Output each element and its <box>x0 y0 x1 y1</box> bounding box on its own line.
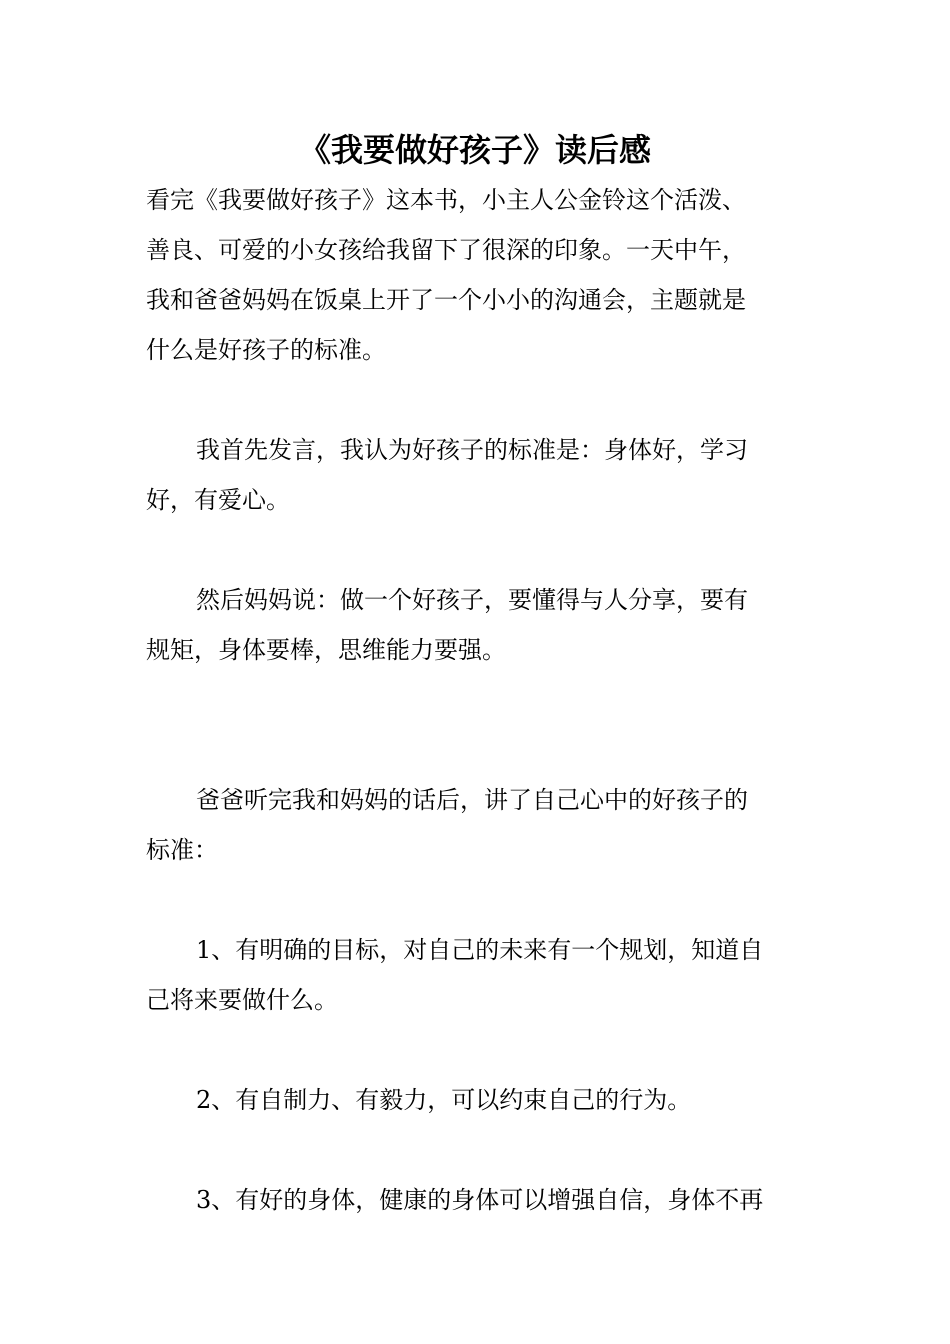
paragraph-line: 爸爸听完我和妈妈的话后，讲了自己心中的好孩子的 <box>196 786 748 814</box>
document-title: 《我要做好孩子》读后感 <box>298 131 651 169</box>
paragraph-line: 什么是好孩子的标准。 <box>146 336 386 364</box>
paragraph-line: 规矩，身体要棒，思维能力要强。 <box>146 636 506 664</box>
list-item-line: 己将来要做什么。 <box>146 986 338 1014</box>
paragraph-line: 看完《我要做好孩子》这本书，小主人公金铃这个活泼、 <box>146 186 746 214</box>
paragraph-line: 然后妈妈说：做一个好孩子，要懂得与人分享，要有 <box>196 586 748 614</box>
list-item-line: 1、有明确的目标，对自己的未来有一个规划，知道自 <box>196 936 764 964</box>
list-item-line: 3、有好的身体，健康的身体可以增强自信，身体不再 <box>196 1186 764 1214</box>
paragraph-line: 善良、可爱的小女孩给我留下了很深的印象。一天中午， <box>146 236 746 264</box>
paragraph-line: 标准： <box>146 836 218 864</box>
paragraph-line: 好，有爱心。 <box>146 486 290 514</box>
paragraph-line: 我首先发言，我认为好孩子的标准是：身体好，学习 <box>196 436 748 464</box>
list-item-line: 2、有自制力、有毅力，可以约束自己的行为。 <box>196 1086 692 1114</box>
paragraph-line: 我和爸爸妈妈在饭桌上开了一个小小的沟通会，主题就是 <box>146 286 746 314</box>
